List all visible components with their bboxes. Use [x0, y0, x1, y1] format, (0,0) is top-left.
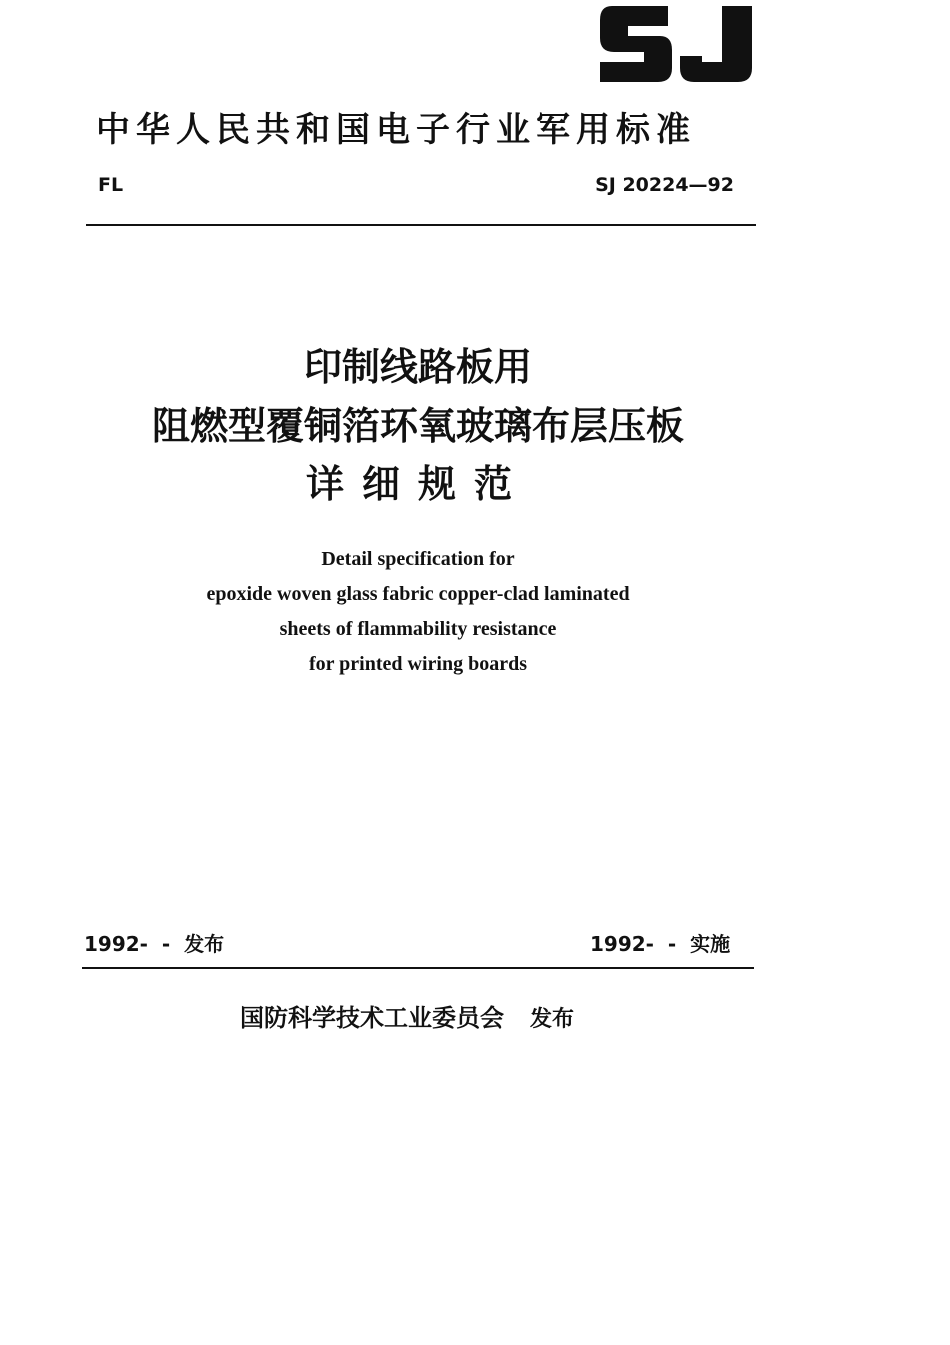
issue-date: 1992- - 发布: [84, 932, 225, 956]
issuer-name: 国防科学技术工业委员会: [240, 1004, 504, 1032]
header-divider: [86, 224, 756, 226]
english-title-line-3: sheets of flammability resistance: [279, 618, 557, 640]
english-title-line-2: epoxide woven glass fabric copper-clad laminated: [206, 583, 630, 605]
standard-number: SJ 20224—92: [595, 174, 734, 196]
chinese-title-line-2: 阻燃型覆铜箔环氧玻璃布层压板: [151, 404, 684, 448]
sj-logo: [598, 4, 754, 84]
logo-letter-j: [680, 6, 752, 82]
issuer-line: [240, 1002, 574, 1036]
standard-category-title: 中华人民共和国电子行业军用标准: [96, 110, 696, 150]
implementation-date: 1992- - 实施: [590, 932, 731, 956]
english-title-line-4: for printed wiring boards: [309, 653, 527, 675]
logo-letter-s: [600, 6, 672, 82]
footer-divider: [82, 967, 754, 969]
issuer-action: 发布: [530, 1007, 575, 1032]
classification-code: FL: [98, 174, 124, 196]
english-title-line-1: Detail specification for: [321, 548, 515, 570]
chinese-title-line-1: 印制线路板用: [303, 345, 532, 389]
chinese-title-line-3: 详细规范: [305, 462, 530, 506]
